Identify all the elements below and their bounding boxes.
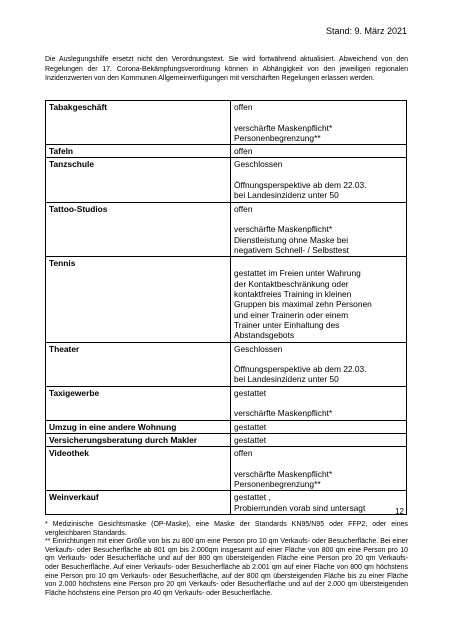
table-row [46, 491, 407, 515]
rule-cell: gestattet im Freien unter Wahrung der Kontaktbeschränkung oder kontaktfreies Training in kleinen Gruppen bis maximal zehn Personen und einer Trainerin oder einem Trainer unter Einhaltung des Abstandsgebots [231, 257, 407, 342]
rule-cell: offen verschärfte Maskenpflicht* Dienstleistung ohne Maske bei negativem Schnell- / Selbsttest [231, 202, 407, 256]
table-row [46, 433, 407, 446]
category-cell: Tattoo-Studios [46, 202, 231, 256]
page-number: 12 [395, 507, 404, 516]
rule-cell: offen verschärfte Maskenpflicht* Personenbegrenzung** [231, 447, 407, 491]
rule-cell: Geschlossen Öffnungsperspektive ab dem 22.03. bei Landesinzidenz unter 50 [231, 342, 407, 386]
regulations-table [45, 100, 407, 515]
table-row [46, 145, 407, 158]
table-row [46, 158, 407, 202]
category-cell: Theater [46, 342, 231, 386]
table-row [46, 420, 407, 433]
category-cell: Versicherungsberatung durch Makler [46, 433, 231, 446]
table-row [46, 101, 407, 145]
category-cell: Tennis [46, 257, 231, 342]
category-cell: Umzug in eine andere Wohnung [46, 420, 231, 433]
table-row [46, 386, 407, 420]
rule-cell: gestattet [231, 420, 407, 433]
rule-cell: gestattet [231, 433, 407, 446]
category-cell: Taxigewerbe [46, 386, 231, 420]
category-cell: Videothek [46, 447, 231, 491]
category-cell: Tafeln [46, 145, 231, 158]
table-row [46, 342, 407, 386]
category-cell: Tanzschule [46, 158, 231, 202]
document-date: Stand: 9. März 2021 [325, 26, 407, 36]
rule-cell: Geschlossen Öffnungsperspektive ab dem 22.03. bei Landesinzidenz unter 50 [231, 158, 407, 202]
rule-cell: offen verschärfte Maskenpflicht* Personenbegrenzung** [231, 101, 407, 145]
rule-cell: gestattet , Probierrunden vorab sind untersagt [231, 491, 407, 515]
category-cell: Tabakgeschäft [46, 101, 231, 145]
footnote-capacity: ** Einrichtungen mit einer Größe von bis zu 800 qm eine Person pro 10 qm Verkaufs- oder Besucherfläche. Bei einer Verkaufs- oder Besucherfläche ab 801 qm bis 2.000qm insgesamt auf einer Fläche von 800 qm eine Person pro 10 qm Verkaufs- oder Besucherfläche und auf der 800 qm übersteigenden Fläche eine Person pro 20 qm Verkaufs- oder Besucherfläche. Auf einer Verkaufs- oder Besucherfläche ab 2.001 qm auf einer Fläche von 800 qm höchstens eine Person pro 10 qm Verkaufs- oder Besucherfläche, auf der 800 qm übersteigenden Fläche bis zu einer Fläche von 2.000 höchstens eine Person pro 20 qm Verkaufs- oder Besucherfläche und auf der 2.000 qm übersteigenden Fläche höchstens eine Person pro 40 qm Verkaufs- oder Besucherfläche. [45, 538, 408, 597]
category-cell: Weinverkauf [46, 491, 231, 515]
footnote-mask: * Medizinische Gesichtsmaske (OP-Maske), eine Maske der Standards KN95/N95 oder FFP2, oder eines vergleichbaren Standards. [45, 521, 408, 537]
rule-cell: gestattet verschärfte Maskenpflicht* [231, 386, 407, 420]
table-row [46, 257, 407, 342]
table-row [46, 447, 407, 491]
footnotes [45, 521, 408, 598]
intro-paragraph: Die Auslegungshilfe ersetzt nicht den Verordnungstext. Sie wird fortwährend aktualisiert. Abweichend von den Regelungen der 17. Corona-Bekämpfungsverordnung können in Abhängigkeit von den jeweiligen regionalen Inzidenzwerten von den Kommunen Allgemeinverfügungen mit verschärften Regelungen erlassen werden. [45, 56, 408, 82]
table-row [46, 202, 407, 256]
rule-cell: offen [231, 145, 407, 158]
